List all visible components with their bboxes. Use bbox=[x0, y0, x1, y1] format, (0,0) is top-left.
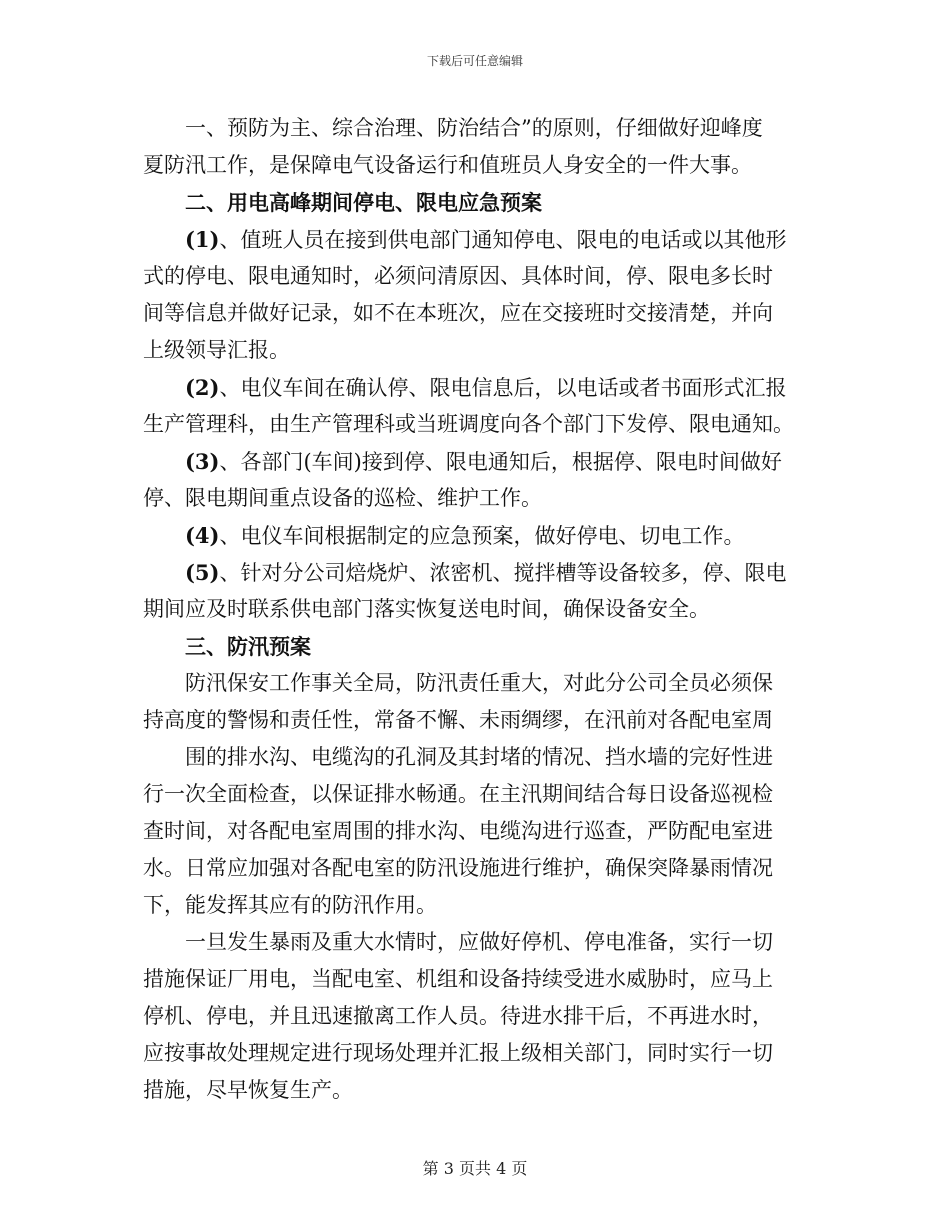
list-item-line: 生产管理科，由生产管理科或当班调度向各个部门下发停、限电通知。 bbox=[143, 412, 794, 436]
paragraph-line: 一旦发生暴雨及重大水情时，应做好停机、停电准备，实行一切 bbox=[185, 930, 773, 954]
list-item-text: 、电仪车间根据制定的应急预案，做好停电、切电工作。 bbox=[219, 524, 745, 548]
list-item-text: 、针对分公司焙烧炉、浓密机、搅拌槽等设备较多，停、限电 bbox=[219, 561, 787, 585]
list-item-number: (5) bbox=[185, 560, 220, 585]
list-item-number: (4) bbox=[185, 523, 220, 548]
list-item-line bbox=[143, 443, 808, 480]
paragraph-line: 行一次全面检查，以保证排水畅通。在主汛期间结合每日设备巡视检 bbox=[143, 782, 773, 806]
list-item-number: (1) bbox=[185, 227, 220, 252]
list-item-line bbox=[143, 517, 808, 554]
page-number: 第 3 页共 4 页 bbox=[422, 1159, 528, 1178]
list-item-line: 上级领导汇报。 bbox=[143, 338, 290, 362]
list-item-text: 、值班人员在接到供电部门通知停电、限电的电话或以其他形 bbox=[219, 228, 787, 252]
page-header: 下载后可任意编辑 bbox=[426, 54, 523, 68]
paragraph-line: 水。日常应加强对各配电室的防汛设施进行维护，确保突降暴雨情况 bbox=[143, 856, 773, 880]
paragraph-line: 查时间，对各配电室周围的排水沟、电缆沟进行巡查，严防配电室进 bbox=[143, 819, 773, 843]
list-item-text: 、电仪车间在确认停、限电信息后，以电话或者书面形式汇报 bbox=[219, 376, 787, 400]
list-item-line bbox=[143, 221, 808, 258]
paragraph-line: 措施，尽早恢复生产。 bbox=[143, 1078, 353, 1102]
list-item-line: 停、限电期间重点设备的巡检、维护工作。 bbox=[143, 486, 542, 510]
paragraph-line: 一、预防为主、综合治理、防治结合”的原则，仔细做好迎峰度 bbox=[185, 116, 763, 140]
list-item-number: (2) bbox=[185, 375, 220, 400]
section-heading: 三、防汛预案 bbox=[185, 634, 311, 659]
list-item-number: (3) bbox=[185, 449, 220, 474]
list-item-line bbox=[143, 369, 808, 406]
list-item-line: 期间应及时联系供电部门落实恢复送电时间，确保设备安全。 bbox=[143, 597, 710, 621]
paragraph-line: 措施保证厂用电，当配电室、机组和设备持续受进水威胁时，应马上 bbox=[143, 967, 773, 991]
paragraph-line: 围的排水沟、电缆沟的孔洞及其封堵的情况、挡水墙的完好性进 bbox=[185, 745, 773, 769]
list-item-line: 式的停电、限电通知时，必须问清原因、具体时间，停、限电多长时 bbox=[143, 264, 773, 288]
paragraph-line: 停机、停电，并且迅速撤离工作人员。待进水排干后，不再进水时， bbox=[143, 1004, 773, 1028]
document-body bbox=[143, 110, 808, 1109]
paragraph-line: 防汛保安工作事关全局，防汛责任重大，对此分公司全员必须保 bbox=[185, 671, 773, 695]
list-item-text: 、各部门(车间)接到停、限电通知后，根据停、限电时间做好 bbox=[219, 450, 782, 474]
paragraph-line: 持高度的警惕和责任性，常备不懈、未雨绸缪，在汛前对各配电室周 bbox=[143, 708, 773, 732]
list-item-line: 间等信息并做好记录，如不在本班次，应在交接班时交接清楚，并向 bbox=[143, 301, 773, 325]
paragraph-line: 夏防汛工作，是保障电气设备运行和值班员人身安全的一件大事。 bbox=[143, 153, 752, 177]
paragraph-line: 应按事故处理规定进行现场处理并汇报上级相关部门，同时实行一切 bbox=[143, 1041, 773, 1065]
section-heading: 二、用电高峰期间停电、限电应急预案 bbox=[185, 190, 542, 215]
paragraph-line: 下，能发挥其应有的防汛作用。 bbox=[143, 893, 437, 917]
list-item-line bbox=[143, 554, 808, 591]
